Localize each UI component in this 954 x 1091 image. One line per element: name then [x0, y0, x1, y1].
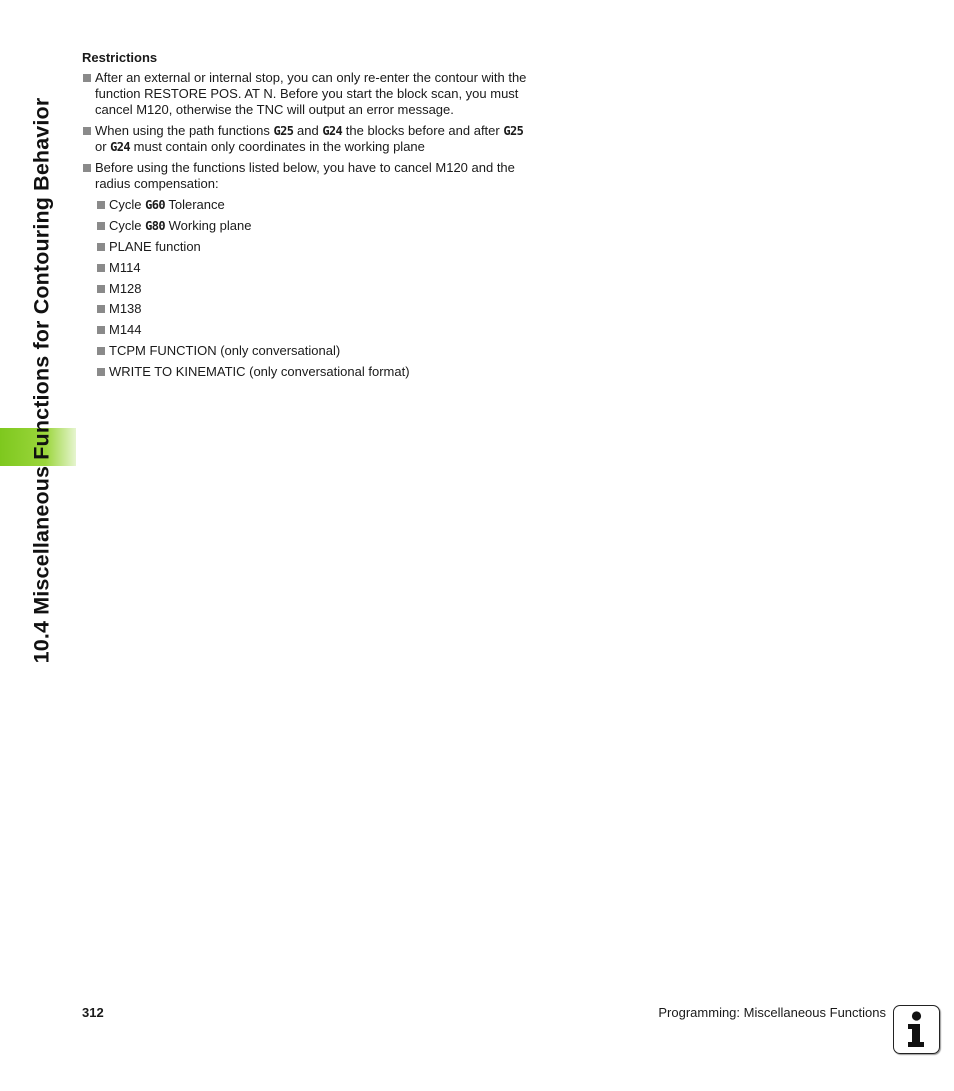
list-item-text: and [293, 123, 323, 138]
square-bullet-icon [97, 285, 105, 293]
list-item-text: When using the path functions [95, 123, 274, 138]
square-bullet-icon [97, 305, 105, 313]
chapter-title-vertical [22, 52, 62, 708]
sub-list-item [96, 218, 532, 234]
square-bullet-icon [97, 326, 105, 334]
section-heading: Restrictions [82, 50, 158, 65]
sub-list-item-text: M114 [109, 259, 141, 275]
square-bullet-icon [97, 264, 105, 272]
sub-list-item-text: Cycle [109, 197, 146, 212]
info-icon [893, 1005, 940, 1054]
sub-list-item-text: M138 [109, 301, 142, 317]
code-g24: G24 [322, 124, 343, 138]
square-bullet-icon [97, 347, 105, 355]
square-bullet-icon [83, 127, 91, 135]
code-g25: G25 [273, 124, 294, 138]
sub-list-item [96, 364, 532, 380]
sub-list-item-text: PLANE function [109, 238, 201, 254]
sub-list-item [96, 197, 532, 213]
sub-list-item [96, 343, 532, 359]
chapter-title-text: 10.4 Miscellaneous Functions for Contouring Behavior [29, 97, 54, 663]
list-item-text: After an external or internal stop, you can only re-enter the contour with the function RESTORE POS. AT N. Before you start the block scan, you must cancel M120, otherwise the TNC will output an error message. [95, 70, 527, 117]
list-item-text: or [95, 139, 111, 154]
square-bullet-icon [97, 243, 105, 251]
sub-list-item [96, 281, 532, 297]
list-item [82, 160, 532, 192]
list-item [82, 123, 532, 155]
code-g25: G25 [503, 124, 524, 138]
list-item-text: Before using the functions listed below, you have to cancel M120 and the radius compensation: [95, 160, 515, 191]
sub-list-item-text: Working plane [165, 217, 252, 233]
page-number: 312 [82, 1005, 104, 1020]
square-bullet-icon [97, 368, 105, 376]
footer-chapter-name: Programming: Miscellaneous Functions [658, 1005, 886, 1020]
code-g80: G80 [145, 218, 165, 233]
list-item [82, 70, 532, 118]
square-bullet-icon [83, 74, 91, 82]
sub-list-item [96, 301, 532, 317]
sub-list-item-text: WRITE TO KINEMATIC (only conversational format) [109, 364, 410, 380]
sub-list-item-text: M144 [109, 322, 142, 338]
list-item-text: must contain only coordinates in the working plane [130, 139, 425, 154]
code-g24: G24 [110, 140, 131, 154]
info-icon-glyph [894, 1006, 938, 1052]
sub-list-item-text: Cycle [109, 217, 146, 233]
list-item-text: the blocks before and after [342, 123, 504, 138]
square-bullet-icon [97, 222, 105, 230]
sub-list-item [96, 239, 532, 255]
sub-list-item-text: Tolerance [165, 197, 225, 212]
sub-list-item-text: TCPM FUNCTION (only conversational) [109, 343, 341, 359]
section-restrictions [82, 49, 532, 385]
sub-list-item [96, 260, 532, 276]
square-bullet-icon [97, 201, 105, 209]
sub-list-item-text: M128 [109, 280, 142, 296]
code-g60: G60 [145, 198, 165, 212]
sub-list-item [96, 322, 532, 338]
square-bullet-icon [83, 164, 91, 172]
